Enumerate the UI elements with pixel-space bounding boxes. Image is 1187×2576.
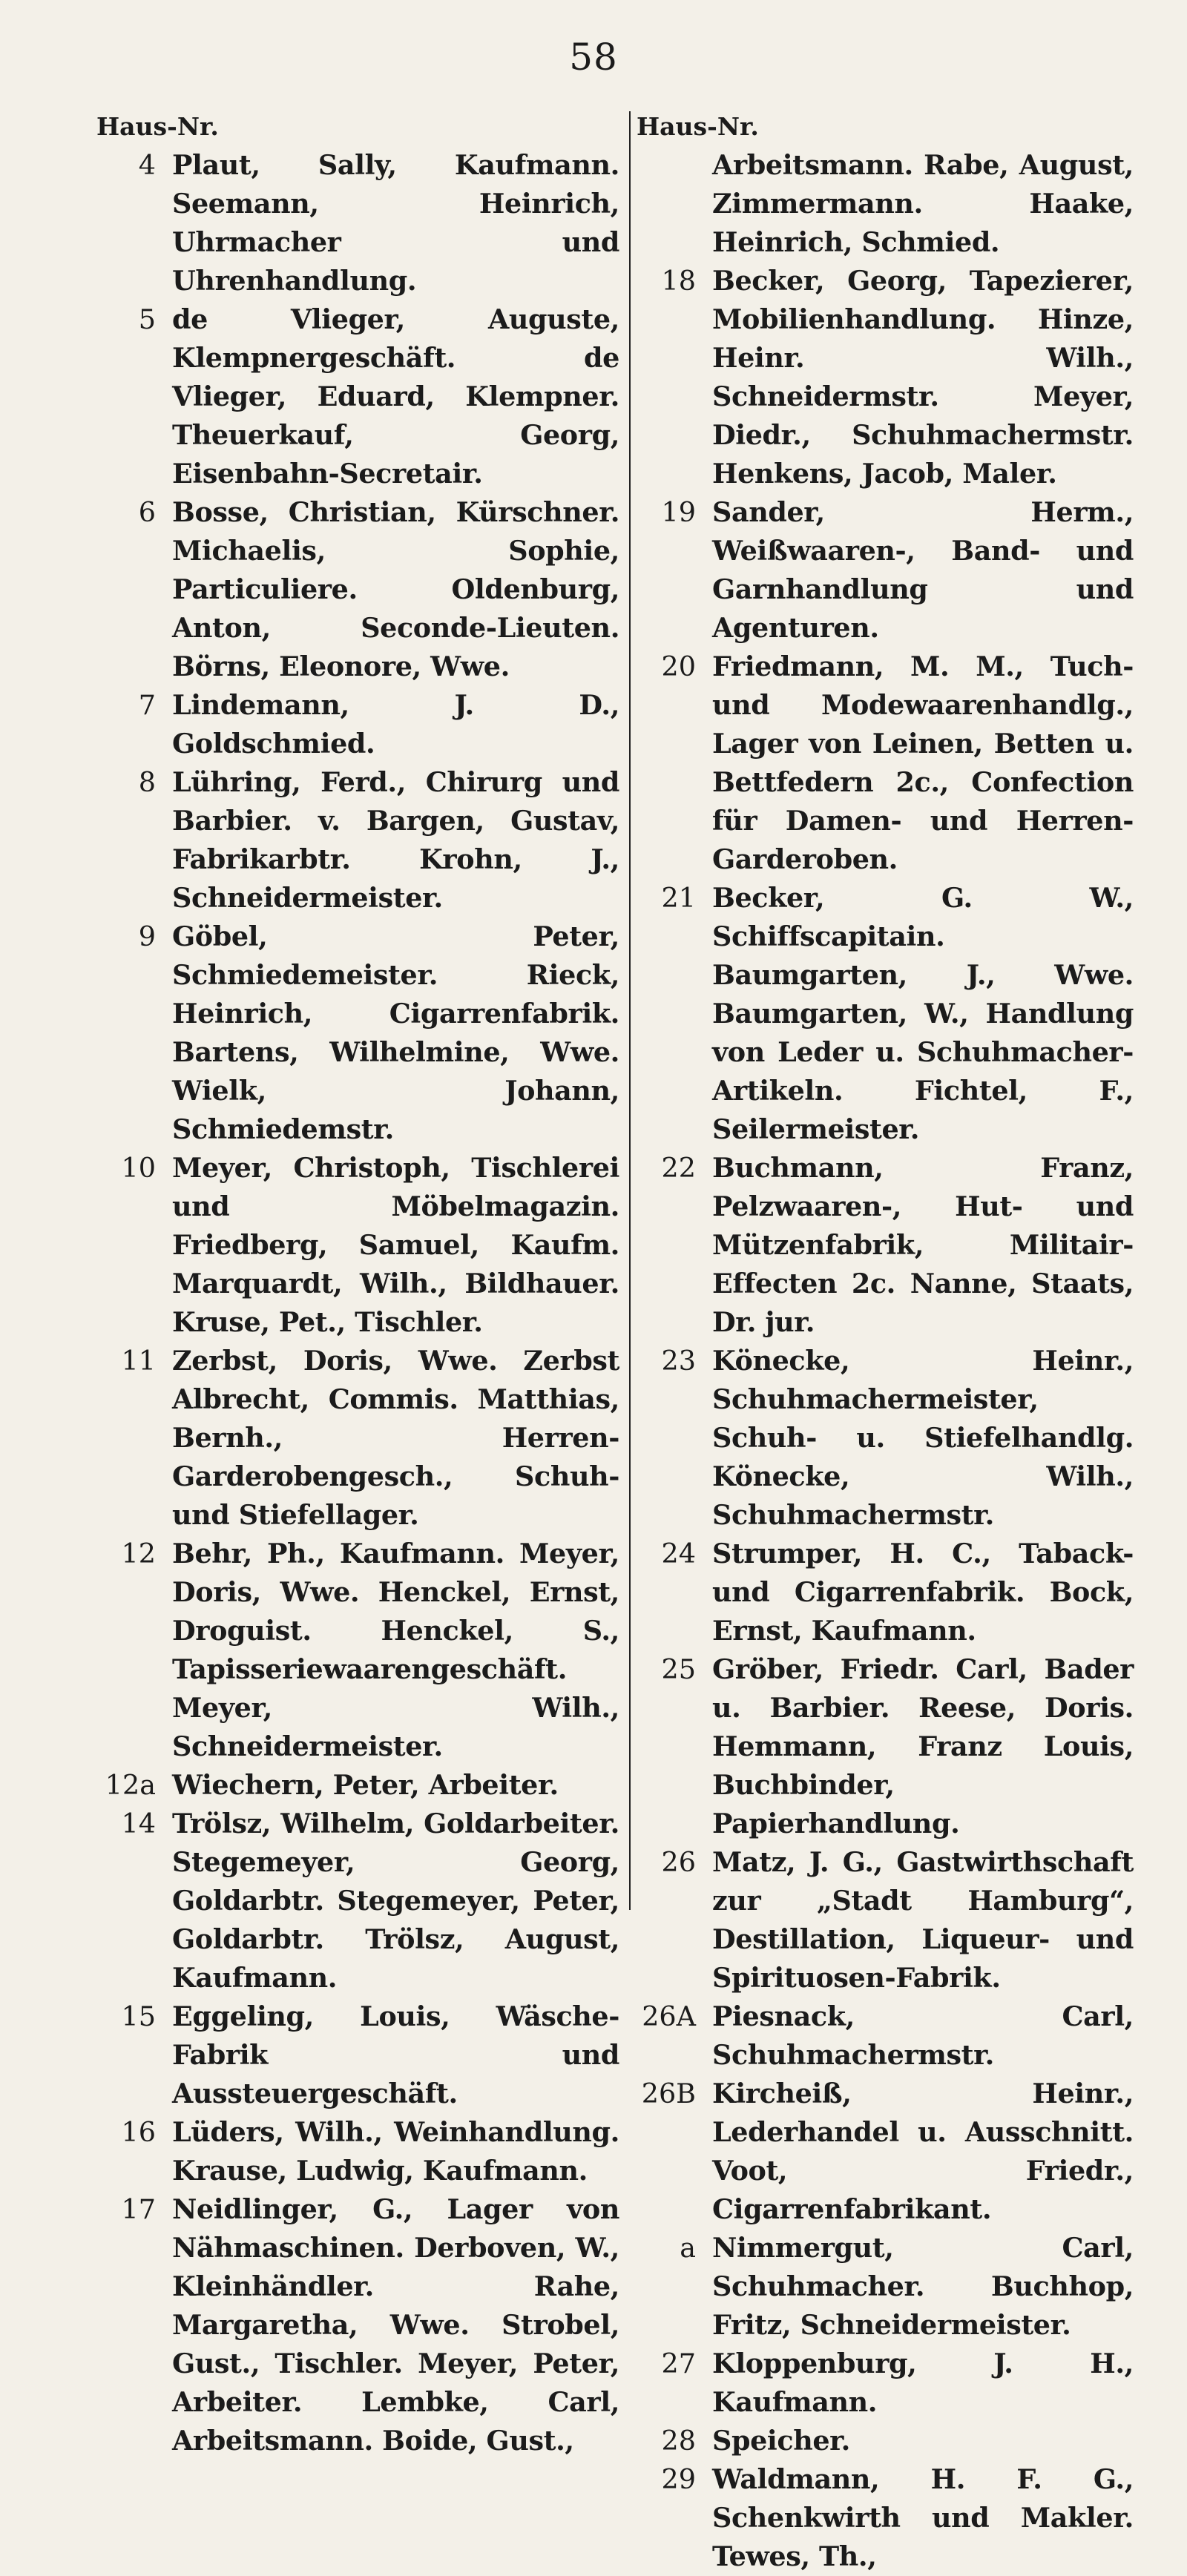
house-number: 6 xyxy=(138,496,156,528)
directory-entry xyxy=(637,146,1134,262)
house-number: 4 xyxy=(138,149,156,181)
entry-text: Bosse, Christian, Kürschner. Michaelis, Sophie, Particuliere. Oldenburg, Anton, Seconde-Lieuten. Börns, Eleonore, Wwe. xyxy=(172,496,619,682)
directory-entry xyxy=(637,1650,1134,1843)
page-number: 58 xyxy=(569,36,618,79)
entry-text: Könecke, Heinr., Schuhmachermeister, Schuh- u. Stiefelhandlg. Könecke, Wilh., Schuhmachermstr. xyxy=(712,1345,1134,1531)
entry-text: Buchmann, Franz, Pelzwaaren-, Hut- und Mützenfabrik, Militair-Effecten 2c. Nanne, Staats, Dr. jur. xyxy=(712,1152,1134,1338)
directory-entry xyxy=(96,146,619,300)
directory-entry xyxy=(96,1342,619,1535)
entry-text: Arbeitsmann. Rabe, August, Zimmermann. Haake, Heinrich, Schmied. xyxy=(712,149,1134,258)
entry-text: Meyer, Christoph, Tischlerei und Möbelmagazin. Friedberg, Samuel, Kaufm. Marquardt, Wilh., Bildhauer. Kruse, Pet., Tischler. xyxy=(172,1152,619,1338)
entry-text: Strumper, H. C., Taback- und Cigarrenfabrik. Bock, Ernst, Kaufmann. xyxy=(712,1538,1134,1647)
house-number: 25 xyxy=(661,1653,696,1685)
entry-text: Waldmann, H. F. G., Schenkwirth und Makler. Tewes, Th., xyxy=(712,2463,1134,2572)
house-number: 23 xyxy=(661,1345,696,1377)
entry-text: Piesnack, Carl, Schuhmachermstr. xyxy=(712,2000,1134,2071)
entry-text: Neidlinger, G., Lager von Nähmaschinen. Derboven, W., Kleinhändler. Rahe, Margaretha, Wwe. Strobel, Gust., Tischler. Meyer, Peter, Arbeiter. Lembke, Carl, Arbeitsmann. Boide, Gust., xyxy=(172,2193,619,2457)
entry-text: Becker, G. W., Schiffscapitain. Baumgarten, J., Wwe. Baumgarten, W., Handlung von Leder u. Schuhmacher-Artikeln. Fichtel, F., Seilermeister. xyxy=(712,882,1134,1145)
directory-entry xyxy=(637,1843,1134,1997)
entry-text: Lüders, Wilh., Weinhandlung. Krause, Ludwig, Kaufmann. xyxy=(172,2116,619,2187)
house-number: a xyxy=(680,2232,696,2264)
house-number: 18 xyxy=(661,265,696,297)
entry-text: Kloppenburg, J. H., Kaufmann. xyxy=(712,2348,1134,2418)
entry-text: Speicher. xyxy=(712,2425,850,2457)
house-number: 7 xyxy=(138,689,156,721)
house-number: 15 xyxy=(121,2000,156,2032)
directory-entry xyxy=(637,2460,1134,2576)
directory-entry xyxy=(637,2422,1134,2460)
right-column xyxy=(637,108,1134,2576)
directory-entry xyxy=(637,1149,1134,1342)
house-number: 26B xyxy=(641,2078,696,2109)
directory-entry xyxy=(637,1342,1134,1535)
left-column xyxy=(96,108,619,2460)
entry-text: Matz, J. G., Gastwirthschaft zur „Stadt Hamburg“, Destillation, Liqueur- und Spirituosen-Fabrik. xyxy=(712,1846,1134,1994)
directory-entry xyxy=(96,2190,619,2460)
entry-text: Wiechern, Peter, Arbeiter. xyxy=(172,1769,559,1801)
entry-text: Behr, Ph., Kaufmann. Meyer, Doris, Wwe. Henckel, Ernst, Droguist. Henckel, S., Tapisseriewaarengeschäft. Meyer, Wilh., Schneidermeister. xyxy=(172,1538,619,1762)
house-number: 19 xyxy=(661,496,696,528)
entry-text: Friedmann, M. M., Tuch- und Modewaarenhandlg., Lager von Leinen, Betten u. Bettfedern 2c., Confection für Damen- und Herren-Garderoben. xyxy=(712,650,1134,875)
directory-entry xyxy=(96,763,619,918)
house-number: 8 xyxy=(138,766,156,798)
house-number: 12 xyxy=(121,1538,156,1569)
directory-entry xyxy=(96,1805,619,1997)
house-number: 14 xyxy=(121,1808,156,1839)
entry-text: de Vlieger, Auguste, Klempnergeschäft. de Vlieger, Eduard, Klempner. Theuerkauf, Georg, Eisenbahn-Secretair. xyxy=(172,303,619,490)
directory-entry xyxy=(96,1997,619,2113)
directory-entry xyxy=(637,1997,1134,2075)
house-number: 9 xyxy=(138,920,156,952)
entry-text: Lühring, Ferd., Chirurg und Barbier. v. Bargen, Gustav, Fabrikarbtr. Krohn, J., Schneidermeister. xyxy=(172,766,619,914)
entry-text: Sander, Herm., Weißwaaren-, Band- und Garnhandlung und Agenturen. xyxy=(712,496,1134,644)
house-number: 26 xyxy=(661,1846,696,1878)
directory-entry xyxy=(96,493,619,686)
house-number: 24 xyxy=(661,1538,696,1569)
house-number: 27 xyxy=(661,2348,696,2379)
entry-text: Becker, Georg, Tapezierer, Mobilienhandlung. Hinze, Heinr. Wilh., Schneidermstr. Meyer, Diedr., Schuhmachermstr. Henkens, Jacob, Maler. xyxy=(712,265,1134,490)
house-number: 12a xyxy=(105,1769,156,1801)
directory-entry xyxy=(96,300,619,493)
directory-entry xyxy=(637,1535,1134,1650)
entry-text: Nimmergut, Carl, Schuhmacher. Buchhop, Fritz, Schneidermeister. xyxy=(712,2232,1134,2341)
house-number: 17 xyxy=(121,2193,156,2225)
column-divider xyxy=(629,111,631,1910)
left-column-header: Haus-Nr. xyxy=(96,112,219,141)
house-number: 16 xyxy=(121,2116,156,2148)
house-number: 20 xyxy=(661,650,696,682)
house-number: 26A xyxy=(642,2000,696,2032)
directory-entry xyxy=(96,686,619,763)
directory-entry xyxy=(96,918,619,1149)
directory-entry xyxy=(96,1535,619,1766)
entry-text: Göbel, Peter, Schmiedemeister. Rieck, Heinrich, Cigarrenfabrik. Bartens, Wilhelmine, Wwe. Wielk, Johann, Schmiedemstr. xyxy=(172,920,619,1145)
directory-entry xyxy=(637,879,1134,1149)
house-number: 11 xyxy=(121,1345,156,1377)
house-number: 5 xyxy=(138,303,156,335)
entry-text: Trölsz, Wilhelm, Goldarbeiter. Stegemeyer, Georg, Goldarbtr. Stegemeyer, Peter, Goldarbtr. Trölsz, August, Kaufmann. xyxy=(172,1808,619,1994)
directory-entry xyxy=(96,1766,619,1805)
directory-entry xyxy=(637,648,1134,879)
directory-entry xyxy=(96,2113,619,2190)
house-number: 29 xyxy=(661,2463,696,2495)
directory-entry xyxy=(637,2229,1134,2345)
house-number: 22 xyxy=(661,1152,696,1184)
entry-text: Zerbst, Doris, Wwe. Zerbst Albrecht, Commis. Matthias, Bernh., Herren-Garderobengesch., Schuh- und Stiefellager. xyxy=(172,1345,619,1531)
entry-text: Gröber, Friedr. Carl, Bader u. Barbier. Reese, Doris. Hemmann, Franz Louis, Buchbinder, Papierhandlung. xyxy=(712,1653,1134,1839)
entry-text: Lindemann, J. D., Goldschmied. xyxy=(172,689,619,760)
directory-entry xyxy=(637,2345,1134,2422)
entry-text: Plaut, Sally, Kaufmann. Seemann, Heinrich, Uhrmacher und Uhrenhandlung. xyxy=(172,149,619,297)
right-column-header: Haus-Nr. xyxy=(637,112,759,141)
entry-text: Eggeling, Louis, Wäsche-Fabrik und Aussteuergeschäft. xyxy=(172,2000,619,2109)
directory-entry xyxy=(637,493,1134,648)
directory-entry xyxy=(637,2075,1134,2229)
house-number: 28 xyxy=(661,2425,696,2457)
house-number: 10 xyxy=(121,1152,156,1184)
house-number: 21 xyxy=(661,882,696,914)
directory-entry xyxy=(96,1149,619,1342)
directory-entry xyxy=(637,262,1134,493)
entry-text: Kircheiß, Heinr., Lederhandel u. Ausschnitt. Voot, Friedr., Cigarrenfabrikant. xyxy=(712,2078,1134,2225)
